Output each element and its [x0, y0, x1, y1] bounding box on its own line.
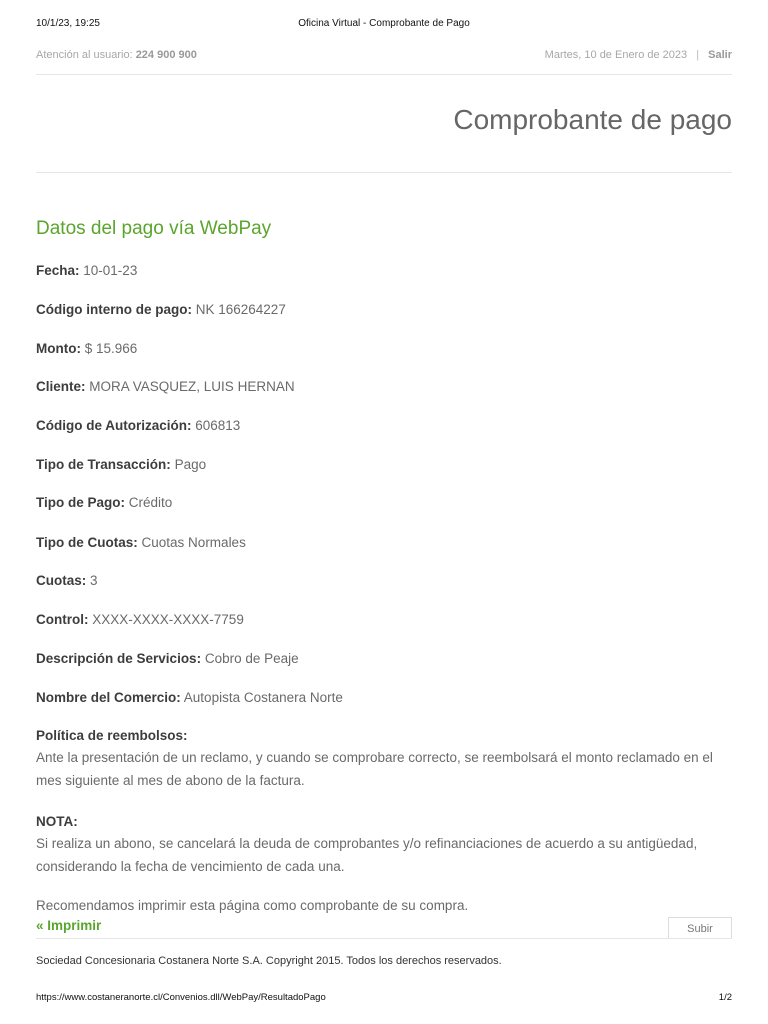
section-title: Datos del pago vía WebPay [36, 218, 272, 239]
field-control [36, 611, 244, 629]
support-info [36, 49, 197, 61]
field-label: Nombre del Comercio: [36, 690, 181, 705]
print-footer [36, 992, 732, 1006]
field-cliente [36, 378, 295, 396]
field-label: Cuotas: [36, 573, 87, 588]
field-label: Descripción de Servicios: [36, 651, 202, 666]
field-label: Tipo de Cuotas: [36, 535, 138, 550]
refund-policy-text: Ante la presentación de un reclamo, y cuando se comprobare correcto, se reembolsará el monto reclamado en el mes siguiente al mes de abono de la factura. [36, 750, 713, 788]
field-label: Tipo de Pago: [36, 495, 126, 510]
header-divider [36, 74, 732, 75]
page-title: Comprobante de pago [453, 104, 732, 135]
field-codigo-autorizacion [36, 417, 240, 435]
field-cuotas [36, 572, 98, 590]
date-and-logout [545, 49, 732, 61]
field-value: Cobro de Peaje [204, 651, 299, 666]
field-descripcion-servicios [36, 650, 299, 668]
field-monto [36, 340, 137, 358]
topbar [36, 49, 732, 63]
print-page-number: 1/2 [718, 992, 732, 1003]
field-value: XXXX-XXXX-XXXX-7759 [92, 612, 244, 627]
logout-link[interactable]: Salir [708, 49, 732, 61]
field-value: MORA VASQUEZ, LUIS HERNAN [89, 379, 295, 394]
field-nombre-comercio [36, 689, 343, 707]
field-value: Crédito [128, 495, 173, 510]
topbar-separator: | [696, 49, 700, 61]
copyright: Sociedad Concesionaria Costanera Norte S.A. Copyright 2015. Todos los derechos reservados. [36, 955, 502, 967]
print-url: https://www.costaneranorte.cl/Convenios.dll/WebPay/ResultadoPago [36, 992, 326, 1003]
field-label: Fecha: [36, 263, 80, 278]
field-tipo-cuotas [36, 534, 246, 552]
field-label: Código interno de pago: [36, 302, 192, 317]
field-label: Cliente: [36, 379, 86, 394]
scroll-top-button[interactable]: Subir [668, 917, 732, 939]
print-header [36, 18, 732, 32]
support-phone: 224 900 900 [135, 49, 197, 61]
refund-policy-label: Política de reembolsos: [36, 728, 188, 743]
field-value: Cuotas Normales [141, 535, 246, 550]
current-date: Martes, 10 de Enero de 2023 [544, 49, 688, 61]
note-label: NOTA: [36, 814, 78, 829]
field-value: Autopista Costanera Norte [183, 690, 343, 705]
field-value: 606813 [195, 418, 241, 433]
footer-divider [36, 938, 732, 939]
note-text: Si realiza un abono, se cancelará la deuda de comprobantes y/o refinanciaciones de acuerdo a su antigüedad, considerando la fecha de vencimiento de cada una. [36, 836, 698, 874]
field-tipo-pago [36, 494, 172, 512]
field-fecha [36, 262, 137, 280]
field-codigo-interno [36, 301, 286, 319]
field-value: Pago [174, 457, 207, 472]
field-value: NK 166264227 [195, 302, 286, 317]
refund-policy [36, 726, 726, 792]
field-label: Código de Autorización: [36, 418, 192, 433]
field-value: 3 [90, 573, 98, 588]
title-divider [36, 172, 732, 173]
field-label: Monto: [36, 341, 81, 356]
payment-note [36, 812, 726, 878]
support-label: Atención al usuario: [36, 49, 133, 61]
print-doc-title: Oficina Virtual - Comprobante de Pago [298, 18, 470, 29]
print-datetime: 10/1/23, 19:25 [36, 18, 100, 29]
field-label: Control: [36, 612, 89, 627]
print-recommendation: Recomendamos imprimir esta página como comprobante de su compra. [36, 898, 469, 913]
print-link[interactable]: « Imprimir [36, 918, 102, 933]
field-value: $ 15.966 [84, 341, 138, 356]
field-tipo-transaccion [36, 456, 206, 474]
field-label: Tipo de Transacción: [36, 457, 171, 472]
field-value: 10-01-23 [83, 263, 138, 278]
